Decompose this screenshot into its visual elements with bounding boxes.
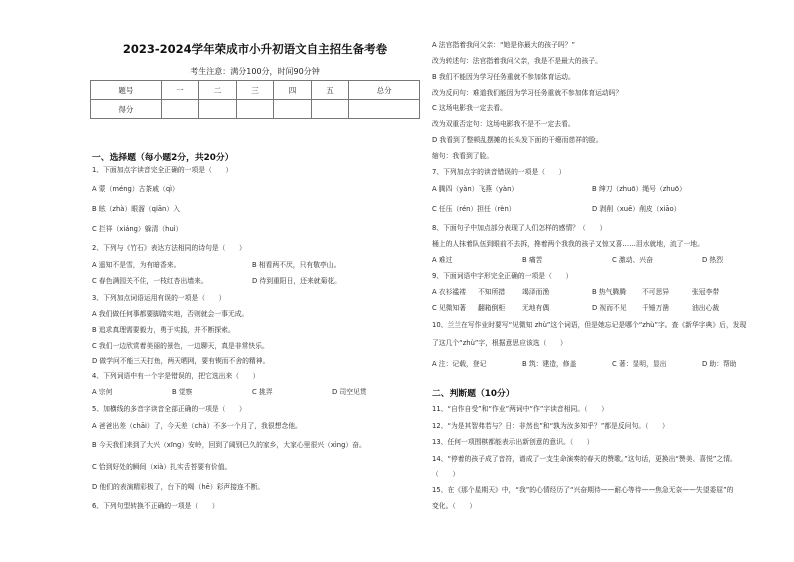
question-line: 11、“自作自受”和“作业”两词中“作”字读音相同。（ ）	[432, 405, 608, 413]
question-line: 8、下面句子中加点部分表现了人们怎样的感情？（ ）	[432, 224, 607, 232]
option-line: C 激动、兴奋	[612, 256, 653, 264]
option-line: A 腾四（yàn）飞燕（yàn）	[432, 185, 519, 193]
option-line: 不可思异	[642, 288, 670, 296]
option-line: B 今天我们来到了大兴（xīng）安岭，回到了阔别已久的家乡，大家心里很兴（xìng）奋。	[92, 441, 366, 449]
option-line: D 待到重阳日，还来就菊花。	[252, 277, 341, 285]
option-line: 翻箱倒柜	[478, 304, 506, 312]
option-line: C 见微知著	[432, 304, 467, 312]
table-cell: 五	[311, 81, 349, 100]
option-line: 竭泽而渔	[522, 288, 550, 296]
option-line: B 相看两不厌，只有敬亭山。	[252, 261, 341, 269]
option-line: 张冠李带	[692, 288, 720, 296]
question-line: 12、“为是其智弗若与？日：非然也”和“孰为汝多知乎？”都是反问句。（ ）	[432, 422, 669, 430]
option-line: C 挑弄	[252, 388, 273, 396]
table-row	[91, 81, 420, 100]
option-line: 油出心裁	[692, 304, 720, 312]
table-row	[91, 100, 420, 119]
option-line: D 剥削（xuē）削皮（xiāo）	[592, 205, 681, 213]
exam-notice: 考生注意：满分100分，时间90分钟	[190, 67, 320, 76]
option-line: A 法官指着我问父亲：“她是你最大的孩子吗？”	[432, 41, 575, 49]
option-line: B 绅刀（zhuō）绳号（zhuō）	[592, 185, 686, 193]
option-line: B 觉察	[172, 388, 193, 396]
option-line: 不知所措	[478, 288, 506, 296]
question-line: 了这几个“zhù”字，根据意思应该选（ ）	[432, 339, 567, 347]
option-line: 无地有偶	[522, 304, 550, 312]
option-line: D 我看到了整顿乱摆摊的长头发下面的干瘪而慈祥的脸。	[432, 136, 603, 144]
option-line: A 蒙（méng）古茶戚（qì）	[92, 185, 179, 193]
option-line: A 难过	[432, 256, 453, 264]
table-cell[interactable]	[311, 100, 349, 119]
question-line: 3、下列加点词语运用有误的一项是（ ）	[92, 294, 226, 302]
table-cell: 得分	[91, 100, 162, 119]
option-line: C 著：显明，显出	[612, 360, 667, 368]
option-line: 缩句：我看到了脸。	[432, 152, 494, 160]
table-cell[interactable]	[274, 100, 312, 119]
table-cell[interactable]	[349, 100, 420, 119]
option-line: A 衣衫褴褛	[432, 288, 466, 296]
question-line: 变化。（ ）	[432, 502, 477, 510]
question-line: 6、下列句型转换不正确的一项是（ ）	[92, 502, 219, 510]
page-title: 2023-2024学年荣成市小升初语文自主招生备考卷	[122, 42, 388, 56]
score-table	[90, 80, 420, 119]
question-line: 13、任何一项围棋都能表示出新创意的意识。（ ）	[432, 438, 594, 446]
option-line: D 他们的表演精彩极了，台下的喝（hē）彩声接连不断。	[92, 483, 265, 491]
option-line: B 热气腾腾	[592, 288, 627, 296]
table-cell: 一	[161, 81, 199, 100]
option-line: A 宗何	[92, 388, 113, 396]
table-cell: 题号	[91, 81, 162, 100]
table-cell: 总分	[349, 81, 420, 100]
answer-blank: （ ）	[432, 470, 460, 478]
question-line: 4、下列词语中有一个字是错误的，把它选出来（ ）	[92, 372, 260, 380]
table-cell: 三	[236, 81, 274, 100]
table-cell[interactable]	[161, 100, 199, 119]
option-line: D 视而不见	[592, 304, 627, 312]
table-cell: 二	[199, 81, 237, 100]
option-line: B 我们不能因为学习任务重就不参加体育运动。	[432, 73, 575, 81]
option-line: D 司空见贯	[332, 388, 367, 396]
option-line: C 任压（rén）担任（rèn）	[432, 205, 516, 213]
table-cell: 四	[274, 81, 312, 100]
table-cell[interactable]	[199, 100, 237, 119]
option-line: B 筑：建造，修盖	[522, 360, 577, 368]
option-line: D 热烈	[702, 256, 723, 264]
question-line: 5、加横线的多音字读音全部正确的一项是（ ）	[92, 405, 246, 413]
option-line: A 注：记载，登记	[432, 360, 487, 368]
section-heading: 二、判断题（10分）	[432, 389, 515, 399]
question-line: 10、兰兰在写作业时要写“见微知 zhù”这个词语，但是她忘记是哪个“zhù”字。查《新华字典》后，发现	[432, 321, 747, 329]
table-cell[interactable]	[236, 100, 274, 119]
passage-line: 桶上的人抹着队伍到眼前不去拆，搀着两个我我的孩子又惊又喜……泪水就地，流了一地。	[432, 240, 704, 248]
option-line: 千锤万凿	[642, 304, 670, 312]
option-line: C 恰到好处的瞬间（xià）扎实舌苔要有价值。	[92, 463, 232, 471]
option-line: C 我们一边欣赏着美丽的景色，一边聊天，真是非常快乐。	[92, 342, 269, 350]
option-line: B 追求真理需要毅力，勇于实践，并不断探索。	[92, 326, 235, 334]
question-line: 7、下列加点字的读音错误的一项是（ ）	[432, 168, 566, 176]
question-line: 15、在《那个星期天》中，“我”的心情经历了“兴奋期待——耐心等待——焦急无奈——失望委屈”的	[432, 486, 734, 494]
option-line: C 这场电影我一定去看。	[432, 104, 507, 112]
option-line: D 助：帮助	[702, 360, 737, 368]
option-line: A 遥知不是雪，为有暗香来。	[92, 261, 181, 269]
option-line: 改为双重否定句：这场电影我不是不一定去看。	[432, 120, 575, 128]
question-line: 9、下面词语中字形完全正确的一项是（ ）	[432, 272, 573, 280]
option-line: C 春色满园关不住，一枝红杏出墙来。	[92, 277, 208, 285]
option-line: B 痛苦	[522, 256, 543, 264]
option-line: C 拦祥（xiáng）躲清（huì）	[92, 225, 183, 233]
option-line: B 眩（zhà）眼溜（qiān）入	[92, 205, 180, 213]
question-line: 2、下列与《竹石》表达方法相同的诗句是（ ）	[92, 244, 246, 252]
question-line: 1、下面加点字读音完全正确的一项是（ ）	[92, 166, 233, 174]
option-line: 改为转述句：法官指着我问父亲，我是不是最大的孩子。	[432, 57, 602, 65]
option-line: A 我们做任何事都要脚踏实地，否则就会一事无成。	[92, 310, 249, 318]
question-line: 14、“停着的孩子成了音符，谱成了一支生命演奏的春天的赞歌。”这句话，更换出“赞美、喜悦”之情。	[432, 455, 737, 463]
option-line: D 做学问不能三天打鱼，两天晒网，要有锲而不舍的精神。	[92, 357, 270, 365]
option-line: A 爸爸出差（chāi）了，今天差（chà）不多一个月了，我很想念他。	[92, 422, 302, 430]
option-line: 改为反问句：难道我们能因为学习任务重就不参加体育运动吗？	[432, 89, 623, 97]
section-heading: 一、选择题（每小题2分，共20分）	[92, 153, 234, 163]
